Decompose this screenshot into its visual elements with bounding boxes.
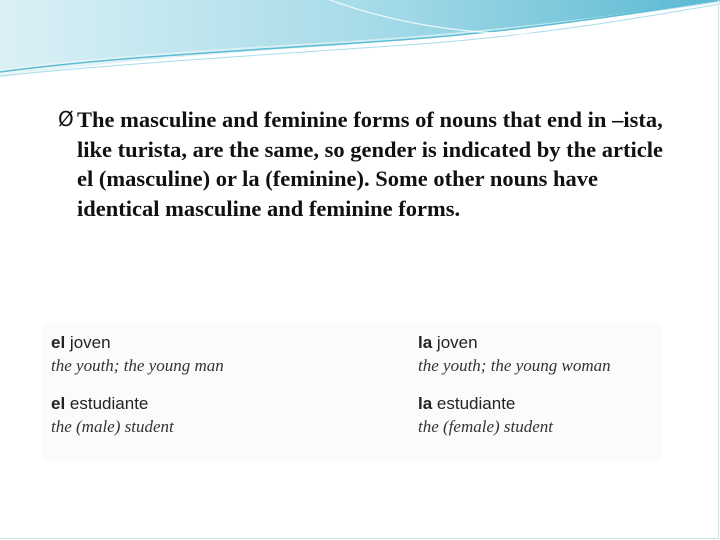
vocab-item-la-estudiante [418,393,668,439]
vocab-word [418,393,668,415]
vocab-item-el-joven [51,332,301,378]
vocab-gloss: the youth; the young woman [418,356,611,375]
header-wave-decoration [0,0,720,90]
vocab-article: la [418,333,433,352]
vocab-article: el [51,394,66,413]
vocab-gloss: the (female) student [418,417,554,436]
bullet-text: The masculine and feminine forms of nouns that end in –ista, like turista, are the same, so gender is indicated by the article el (masculine) or la (feminine). Some other nouns have identical masculine and feminine forms. [77,107,663,221]
vocab-article: el [51,333,66,352]
vocab-word [51,332,301,354]
vocab-gloss: the (male) student [51,417,174,436]
vocab-word [51,393,301,415]
vocab-noun: joven [436,333,478,352]
arrow-bullet-icon: Ø [58,107,74,131]
vocab-item-el-estudiante [51,393,301,439]
vocabulary-table [43,323,662,461]
vocab-article: la [418,394,433,413]
vocab-gloss: the youth; the young man [51,356,224,375]
vocab-noun: estudiante [69,394,149,413]
vocab-word [418,332,668,354]
bullet-item [58,105,678,223]
vocab-noun: joven [69,333,111,352]
vocab-noun: estudiante [436,394,516,413]
vocab-item-la-joven [418,332,668,378]
